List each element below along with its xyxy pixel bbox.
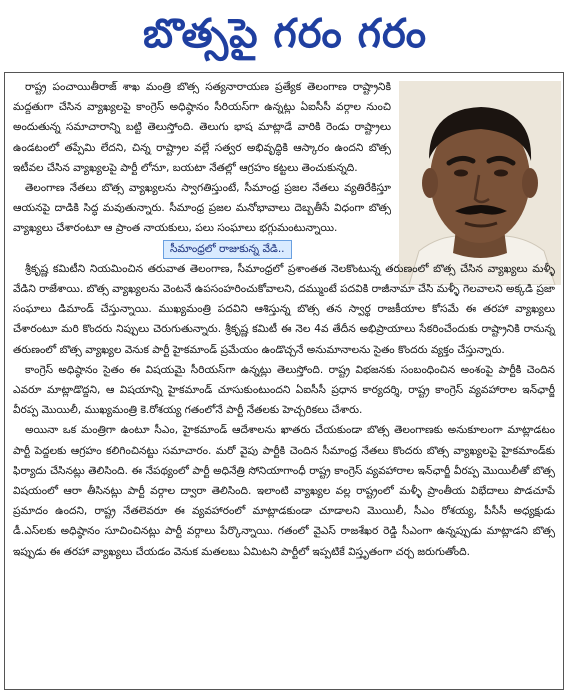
paragraph: శ్రీకృష్ణ కమిటీని నియమించిన తరువాత తెలంగాణ, సీమాంధ్రలో ప్రశాంతత నెలకొంటున్న తరుణంలో బొత్స చేసిన వ్యాఖ్యలు మళ్ళీ వేడిని రాజేశాయి. బొత్స వ్యాఖ్యలను వెంటనే ఉపసంహరించుకోవాలని, దమ్ముంటే పదవికి రాజీనామా చేసి మళ్ళీ గెలవాలని అక్కడి ప్రజా సంఘాలు డిమాండ్ చేస్తున్నాయి. ముఖ్యమంత్రి పదవిని ఆశిస్తున్న బొత్స తన స్వార్థ రాజకీయాల కోసమే ఈ తరహా వ్యాఖ్యలు చేశారంటూ మరి కొందరు నిప్పులు చెరుగుతున్నారు. శ్రీకృష్ణ కమిటీ ఈ నెల 4వ తేదీన అభిప్రాయాలు సేకరించేందుకు రాష్ట్రానికి రానున్న తరుణంలో బొత్స వ్యాఖ్యల వెనుక పార్టీ హైకమాండ్ ప్రమేయం ఉండొచ్చనే అనుమానాలను సైతం కొందరు వ్యక్తం చేస్తున్నారు. [13, 262, 555, 356]
article-frame [4, 72, 564, 690]
paragraph: అయినా ఒక మంత్రిగా ఉంటూ సీఎం, హైకమాండ్ ఆదేశాలను ఖాతరు చేయకుండా బొత్స తెలంగాణకు అనుకూలంగా మాట్లాడటం పార్టీ పెద్దలకు ఆగ్రహం కలిగించినట్టు సమాచారం. మరో వైపు పార్టీకి చెందిన సీమాంధ్ర నేతలు కొందరు బొత్స వ్యాఖ్యలపై హైకమాండ్‌కు ఫిర్యాదు చేసినట్లు తెలిసింది. ఈ నేపథ్యంలో పార్టీ అధినేత్రి సోనియాగాంధీ రాష్ట్ర కాంగ్రెస్ వ్యవహారాల ఇన్‌ఛార్జీ వీరప్ప మొయిలీతో బొత్స విషయంలో ఆరా తీసినట్లు పార్టీ వర్గాల ద్వారా తెలిసింది. ఇలాంటి వ్యాఖ్యల వల్ల రాష్ట్రంలో మళ్ళీ ప్రాంతీయ విభేదాలు పొడచూపే ప్రమాదం ఉందని, రాష్ట్ర నేతలెవరూ ఈ వ్యవహారంలో మాట్లాడకుండా చూడాలని మొయిలీ, సీఎం రోశయ్య, పీసీసీ అధ్యక్షుడు డీ.ఎస్‌లకు అధిష్ఠానం సూచించినట్లు పార్టీ వర్గాలు పేర్కొన్నాయి. గతంలో వైఎస్ రాజశేఖర రెడ్డి సీఎంగా ఉన్నప్పుడు మాట్లాడని బొత్స ఇప్పుడు ఈ తరహా వ్యాఖ్యలు చేయడం వెనుక మతలబు ఏమిటని పార్టీలో ఇప్పటికే విస్తృతంగా చర్చ జరుగుతోంది. [13, 424, 555, 558]
paragraph: తెలంగాణ నేతలు బొత్స వ్యాఖ్యలను స్వాగతిస్తుంటే, సీమాంధ్ర ప్రజల నేతలు వ్యతిరేకిస్తూ ఆయనపై దాడికి సిద్ధ మవుతున్నారు. సీమాంధ్ర ప్రజల మనోభావాలు దెబ్బతీసే విధంగా బొత్స వ్యాఖ్యలు చేశారంటూ ఆ ప్రాంత నాయకులు, పలు సంఘాలు భగ్గుమంటున్నాయి. [13, 182, 391, 235]
headline: బొత్సపై గరం గరం [142, 11, 427, 57]
subheading: సీమాంధ్రలో రాజుకున్న వేడి.. [163, 240, 292, 259]
paragraph: కాంగ్రెస్ అధిష్ఠానం సైతం ఈ విషయమై సీరియస్‌గా ఉన్నట్లు తెలుస్తోంది. రాష్ట్ర విభజనకు సంబంధించిన అంశంపై పార్టీకి చెందిన ఎవరూ మాట్లాడొద్దని, ఆ విషయాన్ని హైకమాండ్ చూసుకుంటుందని ఏఐసీసీ ప్రధాన కార్యదర్శి, రాష్ట్ర కాంగ్రెస్ వ్యవహారాల ఇన్‌ఛార్జీ వీరప్ప మొయిలీ, ముఖ్యమంత్రి కె.రోశయ్య గతంలోనే పార్టీ నేతలకు హెచ్చరికలు చేశారు. [13, 363, 555, 417]
paragraph: రాష్ట్ర పంచాయితీరాజ్ శాఖ మంత్రి బొత్స సత్యనారాయణ ప్రత్యేక తెలంగాణ రాష్ట్రానికి మద్దతుగా చేసిన వ్యాఖ్యలపై కాంగ్రెస్ అధిష్ఠానం సీరియస్‌గా ఉన్నట్లు ఏఐసీసీ వర్గాల నుంచి అందుతున్న సమాచారాన్ని బట్టి తెలుస్తోంది. తెలుగు భాష మాట్లాడే వారికి రెండు రాష్ట్రాలు ఉండటంలో తప్పేమి లేదని, చిన్న రాష్ట్రాల వల్లే సత్వర అభివృద్ధికి ఆస్కారం ఉందని బొత్స ఇటీవల చేసిన వ్యాఖ్యలపై పార్టీ లోనూ, బయటా నేతల్లో ఆగ్రహం కట్టలు తెంచుకున్నది. [13, 81, 391, 174]
article-body [13, 77, 555, 562]
